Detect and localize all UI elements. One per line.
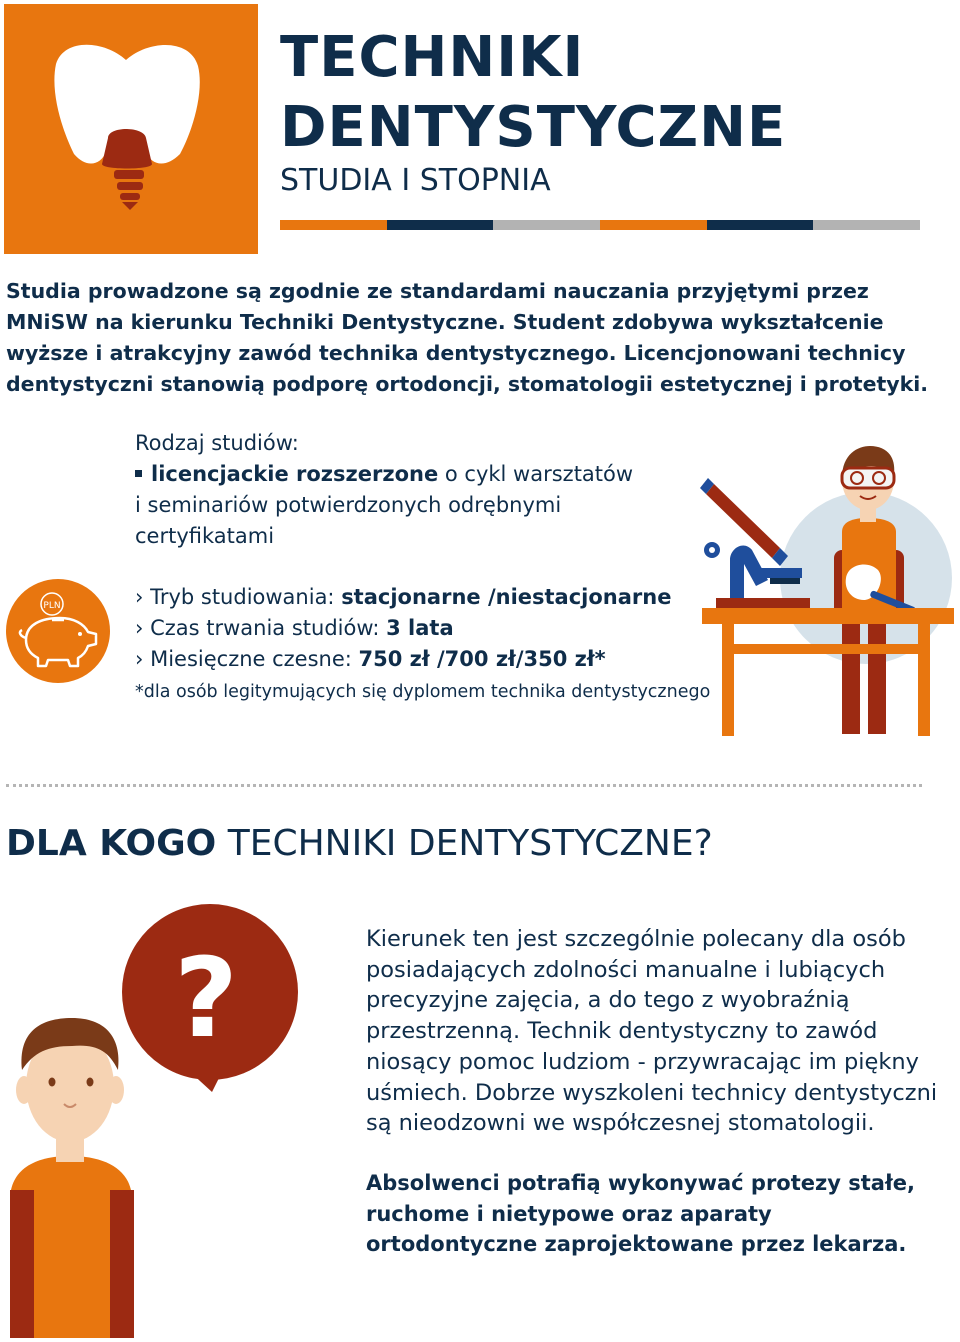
dotted-divider [6, 784, 922, 787]
section-heading [6, 822, 713, 866]
pln-coin-label: PLN [43, 601, 61, 611]
graduates-paragraph: Absolwenci potrafią wykonywać protezy stałe, ruchome i nietypowe oraz aparaty ortodontyczne zaprojektowane przez lekarza. [366, 1171, 915, 1256]
piggy-bank-icon [4, 578, 112, 684]
target-audience-paragraph: Kierunek ten jest szczególnie polecany dla osób posiadających zdolności manualne i lubiących precyzyjne zajęcia, a do tego z wyobraźnią przestrzenną. Technik dentystyczny to zawód niosący pomoc ludziom - przywracając im piękny uśmiech. Dobrze wyszkoleni technicy dentystyczni są nieodzowni we współczesnej stomatologii. [366, 926, 938, 1137]
page-title-line1: TECHNIKI [280, 25, 585, 90]
study-info [135, 428, 711, 705]
study-fee-label: › Miesięczne czesne: [135, 647, 359, 671]
study-fee-row [135, 644, 695, 675]
stripe-segment [387, 220, 494, 230]
stripe-segment [600, 220, 707, 230]
study-mode-value: stacjonarne /niestacjonarne [341, 585, 672, 609]
lab-technician-illustration [696, 440, 958, 740]
tooth-implant-icon [4, 4, 258, 254]
study-duration-label: › Czas trwania studiów: [135, 616, 387, 640]
stripe-segment [707, 220, 814, 230]
study-type-row [135, 459, 695, 490]
study-fee-value: 750 zł /700 zł/350 zł* [358, 647, 606, 671]
section-heading-rest: TECHNIKI DENTYSTYCZNE? [216, 823, 713, 864]
study-type-desc: o cykl warsztatów [438, 462, 634, 486]
section-heading-bold: DLA KOGO [6, 823, 217, 864]
intro-paragraph: Studia prowadzone są zgodnie ze standardami nauczania przyjętymi przez MNiSW na kierunku Techniki Dentystyczne. Student zdobywa wykształcenie wyższe i atrakcyjny zawód technika dentystycznego. Licencjonowani technicy dentystyczni stanowią podporę ortodoncji, stomatologii estetycznej i protetyki. [6, 279, 929, 396]
study-type-desc-line3: certyfikatami [135, 524, 275, 548]
fee-footnote: *dla osób legitymujących się dyplomem technika dentystycznego [135, 682, 711, 702]
study-duration-value: 3 lata [386, 616, 454, 640]
logo-tooth-implant [4, 4, 258, 254]
study-type-value: licencjackie rozszerzone [151, 462, 439, 486]
student-illustration [0, 900, 310, 1338]
study-type-desc-line2: i seminariów potwierdzonych odrębnymi [135, 493, 562, 517]
study-duration-row [135, 613, 695, 644]
page-subtitle: STUDIA I STOPNIA [280, 163, 551, 198]
question-mark: ? [174, 934, 238, 1062]
stripe-segment [280, 220, 387, 230]
stripe-segment [493, 220, 600, 230]
bullet-icon [135, 470, 142, 477]
study-mode-label: › Tryb studiowania: [135, 585, 342, 609]
study-type-label: Rodzaj studiów: [135, 431, 299, 455]
study-mode-row [135, 582, 695, 613]
color-stripe [280, 220, 920, 230]
page-title-line2: DENTYSTYCZNE [280, 95, 787, 160]
question-bubble-icon [122, 904, 298, 1092]
stripe-segment [813, 220, 920, 230]
